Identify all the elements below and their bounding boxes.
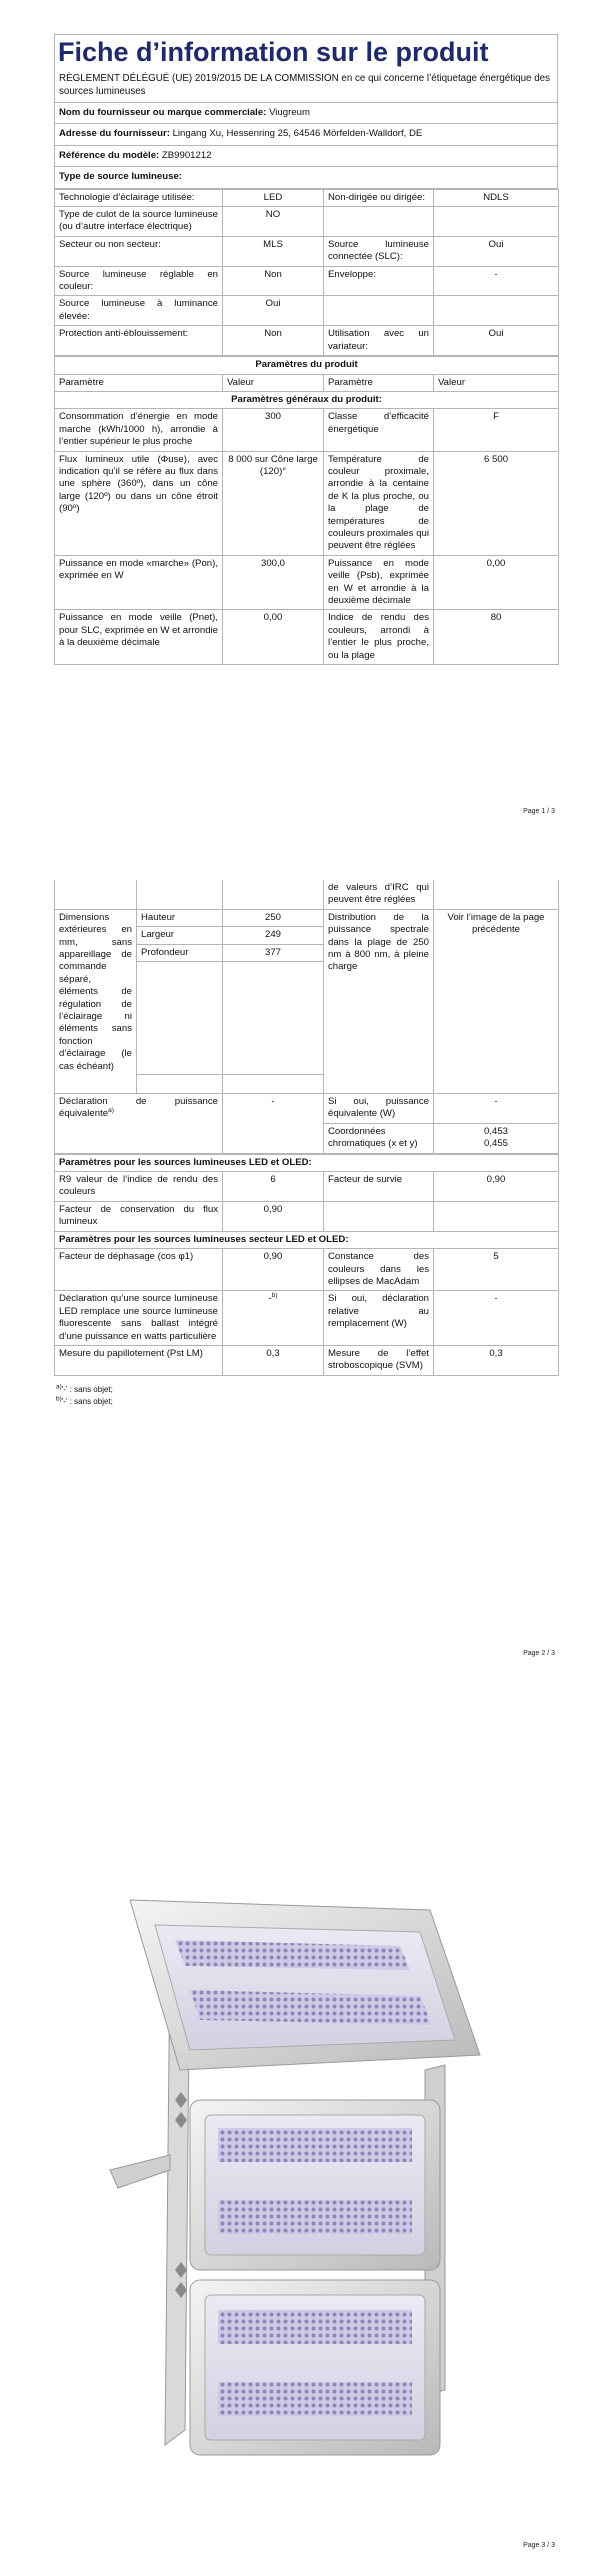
dim-value-height: 250 [223,909,324,926]
dim-label-height: Hauteur [137,909,223,926]
params-table-cont [54,880,559,1154]
type-value: Non [223,266,324,296]
led-label-2: Facteur de survie [324,1172,434,1202]
general-label-2: Température de couleur proximale, arrondie à la centaine de K la plus proche, ou la plage de températures de couleurs proximales qui peuvent être réglées [324,451,434,555]
general-value-2: F [434,409,559,451]
spectral-value: Voir l’image de la page précédente [434,909,559,1093]
general-value-2: 0,00 [434,555,559,610]
footnote-b: $^{b)}$'-' : sans objet; [56,1395,113,1406]
type-row [55,296,559,326]
dim-value-width: 249 [223,927,324,944]
general-row [55,610,559,665]
equivalent-watt-label: Si oui, puissance équivalente (W) [324,1094,434,1124]
type-value: Non [223,326,324,356]
general-value: 0,00 [223,610,324,665]
type-value: MLS [223,236,324,266]
type-label-2 [324,296,434,326]
led-value-2 [434,1201,559,1231]
general-value: 300,0 [223,555,324,610]
led-row [55,1172,559,1202]
footnotes [54,1384,558,1408]
led-row [55,1201,559,1231]
footnote-ref-a: a) [108,1107,114,1115]
led-label: R9 valeur de l’indice de rendu des couleurs [55,1172,223,1202]
mains-label-2: Constance des couleurs dans les ellipses de MacAdam [324,1249,434,1291]
general-value: 8 000 sur Cône large (120)° [223,451,324,555]
type-label-2: Source lumineuse connectée (SLC): [324,236,434,266]
general-row [55,409,559,451]
general-value-2: 80 [434,610,559,665]
page-3 [0,1720,603,2560]
type-value: LED [223,189,324,206]
type-row [55,207,559,237]
floodlight-image [100,1870,510,2470]
col-value-2: Valeur [434,374,559,391]
cri-continued: de valeurs d’IRC qui peuvent être réglées [324,880,434,909]
type-heading: Type de source lumineuse: [55,167,558,188]
spectral-label: Distribution de la puissance spectrale dans la plage de 250 nm à 800 nm, à pleine charge [324,909,434,1093]
type-row [55,189,559,206]
type-row [55,266,559,296]
type-value-2: NDLS [434,189,559,206]
general-row [55,451,559,555]
type-label: Secteur ou non secteur: [55,236,223,266]
col-param-2: Paramètre [324,374,434,391]
equivalent-power-label: Déclaration de puissance équivalente$^{a)}$ [55,1094,223,1154]
type-label: Source lumineuse réglable en couleur: [55,266,223,296]
dim-label-depth: Profondeur [137,944,223,961]
mains-row [55,1345,559,1375]
general-label-2: Classe d’efficacité énergétique [324,409,434,451]
general-label: Flux lumineux utile (Φuse), avec indication qu’il se réfère au flux dans une sphère (360º), dans un cône large (120º) ou dans un cône étroit (90º) [55,451,223,555]
mains-value: -$^{b)}$ [223,1291,324,1346]
sheet-frame-2 [54,880,558,1408]
page-title: Fiche d’information sur le produit [58,37,489,67]
page-number-3: Page 3 / 3 [523,2542,555,2549]
type-row [55,236,559,266]
dim-label-width: Largeur [137,927,223,944]
dim-value-depth: 377 [223,944,324,961]
general-row [55,555,559,610]
chromaticity-label: Coordonnées chromatiques (x et y) [324,1123,434,1153]
params-heading: Paramètres du produit [55,357,559,374]
supplier-label: Nom du fournisseur ou marque commerciale: [59,107,267,118]
type-label: Type de culot de la source lumineuse (ou d’autre interface électrique) [55,207,223,237]
type-value-2: Oui [434,236,559,266]
general-label: Puissance en mode veille (Pnet), pour SLC, exprimée en W et arrondie à la deuxième décimale [55,610,223,665]
mains-label: Déclaration qu’une source lumineuse LED remplace une source lumineuse fluorescente sans ballast intégré d’une puissance en watts particulière [55,1291,223,1346]
model-row [55,145,558,166]
mains-value-2: 0,3 [434,1345,559,1375]
page-number: Page 1 / 3 [523,808,555,815]
mains-heading: Paramètres pour les sources lumineuses secteur LED et OLED: [55,1231,559,1248]
type-value-2: - [434,266,559,296]
col-param-1: Paramètre [55,374,223,391]
equivalent-watt-value: - [434,1094,559,1124]
col-value-1: Valeur [223,374,324,391]
general-heading: Paramètres généraux du produit: [55,391,559,408]
type-table [54,189,559,356]
type-value-2 [434,207,559,237]
led-label: Facteur de conservation du flux lumineux [55,1201,223,1231]
regulation-text: RÈGLEMENT DÉLÉGUÉ (UE) 2019/2015 DE LA COMMISSION en ce qui concerne l’étiquetage énergétique des sources lumineuses [59,73,550,97]
mains-value-2: - [434,1291,559,1346]
page-number-2: Page 2 / 3 [523,1650,555,1657]
page-2 [0,880,603,1657]
type-label-2: Utilisation avec un variateur: [324,326,434,356]
footnote-ref-b: b) [271,1292,278,1300]
led-heading: Paramètres pour les sources lumineuses LED et OLED: [55,1154,559,1171]
type-value: Oui [223,296,324,326]
supplier-value: Viugreum [269,107,310,118]
page-1 [0,0,603,820]
led-table [54,1154,559,1376]
general-value: 300 [223,409,324,451]
led-value-2: 0,90 [434,1172,559,1202]
led-value: 6 [223,1172,324,1202]
mains-row [55,1249,559,1291]
type-label-2 [324,207,434,237]
model-label: Référence du modèle: [59,149,160,161]
mains-label-2: Si oui, déclaration relative au remplacement (W) [324,1291,434,1346]
dimensions-label: Dimensions extérieures en mm, sans appareillage de commande séparé, éléments de régulation de l’éclairage ni éléments sans fonction d’éclairage (le cas échéant) [55,909,137,1093]
chromaticity-value: 0,453 0,455 [434,1123,559,1153]
general-label-2: Puissance en mode veille (Psb), exprimée en W et arrondie à la deuxième décimale [324,555,434,610]
type-label-2: Enveloppe: [324,266,434,296]
led-value: 0,90 [223,1201,324,1231]
mains-label: Mesure du papillotement (Pst LM) [55,1345,223,1375]
type-value-2: Oui [434,326,559,356]
type-label: Source lumineuse à luminance élevée: [55,296,223,326]
mains-label-2: Mesure de l’effet stroboscopique (SVM) [324,1345,434,1375]
model-value: ZB9901212 [161,149,212,161]
mains-label: Facteur de déphasage (cos φ1) [55,1249,223,1291]
type-value: NO [223,207,324,237]
general-value-2: 6 500 [434,451,559,555]
sheet-frame [54,34,558,665]
address-label: Adresse du fournisseur: [59,128,170,140]
params-table [54,356,559,665]
header-table [54,34,558,189]
type-value-2 [434,296,559,326]
type-label-2: Non-dirigée ou dirigée: [324,189,434,206]
type-label: Technologie d’éclairage utilisée: [55,189,223,206]
address-row [55,124,558,145]
supplier-row [55,103,558,124]
address-value: Lingang Xu, Hessenring 25, 64546 Mörfelden-Walldorf, DE [172,128,423,140]
general-label-2: Indice de rendu des couleurs, arrondi à l’entier le plus proche, ou la plage [324,610,434,665]
equivalent-power-value: - [223,1094,324,1154]
mains-value-2: 5 [434,1249,559,1291]
general-label: Puissance en mode «marche» (Pon), exprimée en W [55,555,223,610]
type-label: Protection anti-éblouissement: [55,326,223,356]
footnote-a: $^{a)}$'-' : sans objet; [56,1383,113,1394]
mains-value: 0,90 [223,1249,324,1291]
type-row [55,326,559,356]
mains-row [55,1291,559,1346]
general-label: Consommation d’énergie en mode marche (kWh/1000 h), arrondie à l’entier supérieur le plus proche [55,409,223,451]
mains-value: 0,3 [223,1345,324,1375]
led-label-2 [324,1201,434,1231]
